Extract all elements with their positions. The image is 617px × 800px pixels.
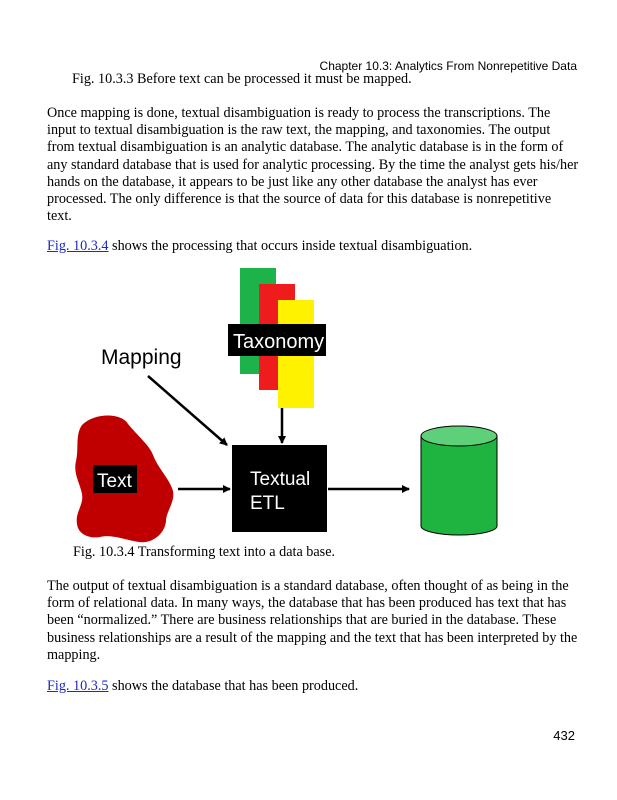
mapping-arrow (148, 376, 227, 445)
paragraph-3: The output of textual disambiguation is a standard database, often thought of as being in the form of relational data. In many ways, the database that has been produced has text that has been “normalized.” There are business relationships that are buried in the database. These business relationships are a result of the mapping and the text that has been interpreted by the mapping. (47, 578, 578, 663)
paragraph-2-text: shows the processing that occurs inside textual disambiguation. (108, 238, 473, 254)
database-cylinder (421, 436, 497, 535)
chapter-header: Chapter 10.3: Analytics From Nonrepetitive Data (319, 59, 577, 73)
page-number: 432 (553, 728, 575, 743)
figure-caption-10-3-4: Fig. 10.3.4 Transforming text into a data base. (73, 544, 336, 560)
etl-label-line1: Textual (250, 469, 311, 490)
database-top (421, 426, 497, 446)
mapping-label: Mapping (101, 346, 182, 369)
paragraph-4-text: shows the database that has been produced. (108, 678, 359, 694)
text-label: Text (97, 471, 132, 492)
figure-caption-10-3-3: Fig. 10.3.3 Before text can be processed it must be mapped. (72, 71, 412, 87)
taxonomy-label: Taxonomy (233, 331, 325, 353)
etl-label-line2: ETL (250, 493, 285, 514)
fig-10-3-5-link[interactable]: Fig. 10.3.5 (47, 678, 109, 694)
paragraph-4 (47, 678, 579, 695)
paragraph-1: Once mapping is done, textual disambiguation is ready to process the transcriptions. The input to textual disambiguation is the raw text, the mapping, and taxonomies. The output from textual disambiguation is an analytic database. The analytic database is in the form of any standard database that is used for analytic processing. By the time the analyst gets his/her hands on the database, it appears to be just like any other database the analyst has ever processed. The only difference is that the source of data for this database is nonrepetitive text. (47, 105, 579, 225)
fig-10-3-4-link[interactable]: Fig. 10.3.4 (47, 238, 109, 254)
